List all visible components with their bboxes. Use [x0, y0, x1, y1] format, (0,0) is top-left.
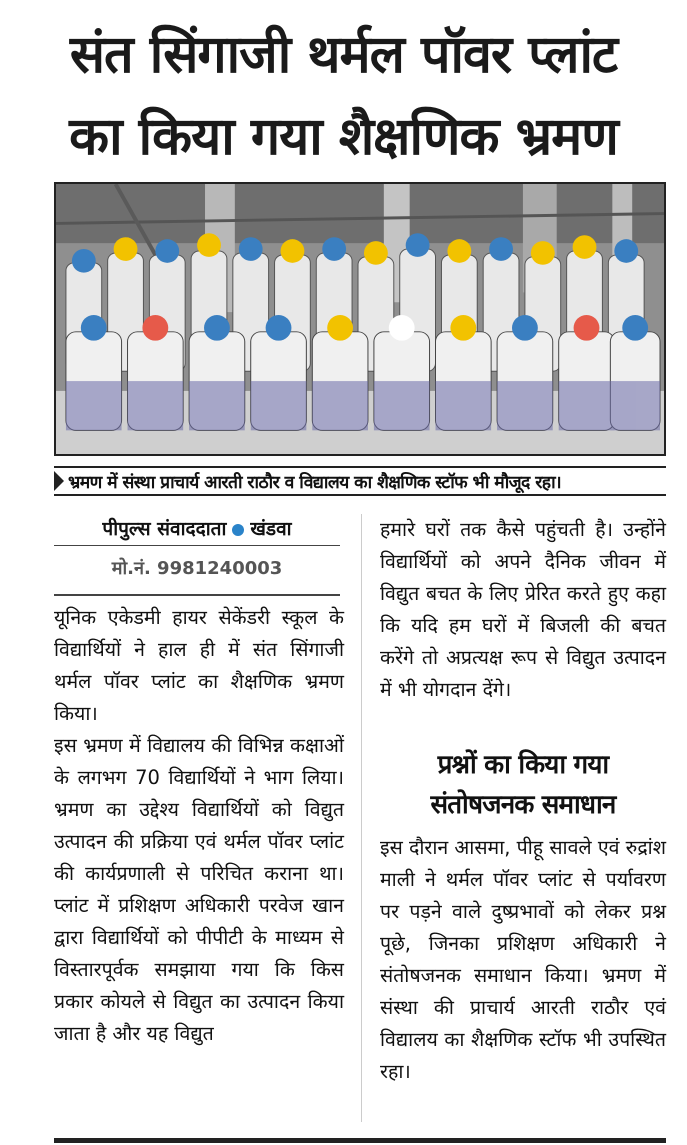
- caption-arrow-icon: [54, 471, 64, 491]
- paragraph: हमारे घरों तक कैसे पहुंचती है। उन्होंने विद्यार्थियों को अपने दैनिक जीवन में विद्युत बचत के लिए प्रेरित करते हुए कहा कि यदि हम घरों में बिजली की बचत करेंगे तो अप्रत्यक्ष रूप से विद्युत उत्पादन में भी योगदान देंगे।: [380, 518, 666, 701]
- headline-line-2: का किया गया शैक्षणिक भ्रमण: [69, 107, 618, 167]
- subheading-line-1: प्रश्नों का किया गया: [437, 750, 609, 780]
- paragraph: इस भ्रमण में विद्यालय की विभिन्न कक्षाओं के लगभग 70 विद्यार्थियों ने भाग लिया। भ्रमण का उद्देश्य विद्यार्थियों को विद्युत उत्पादन की प्रक्रिया एवं थर्मल पॉवर प्लांट की कार्यप्रणाली से परिचित कराना था। प्लांट में प्रशिक्षण अधिकारी परवेज खान द्वारा विद्यार्थियों को पीपीटी के माध्यम से विस्तारपूर्वक समझाया गया कि किस प्रकार कोयले से विद्युत का उत्पादन किया जाता है और यह विद्युत: [54, 734, 344, 1045]
- reporter-name: पीपुल्स संवाददाता: [102, 518, 227, 540]
- article-column-2-bottom: [380, 832, 666, 1088]
- group-photo: [54, 182, 666, 456]
- headline-line-1: संत सिंगाजी थर्मल पॉवर प्लांट: [69, 25, 618, 85]
- bottom-rule: [54, 1138, 666, 1143]
- paragraph: इस दौरान आसमा, पीहू सावले एवं रुद्रांश माली ने थर्मल पॉवर प्लांट से पर्यावरण पर पड़ने वाले दुष्प्रभावों को लेकर प्रश्न पूछे, जिनका प्रशिक्षण अधिकारी ने संतोषजनक समाधान किया। भ्रमण में संस्था की प्राचार्य आरती राठौर एवं विद्यालय का शैक्षणिक स्टॉफ भी उपस्थित रहा।: [380, 836, 666, 1083]
- bullet-dot-icon: [232, 524, 244, 536]
- photo-caption: [54, 466, 666, 496]
- column-divider: [361, 514, 362, 1122]
- subheading-line-2: संतोषजनक समाधान: [430, 790, 616, 820]
- caption-text: भ्रमण में संस्था प्राचार्य आरती राठौर व विद्यालय का शैक्षणिक स्टॉफ भी मौजूद रहा।: [68, 473, 562, 493]
- article-column-2-top: [380, 514, 666, 706]
- paragraph: यूनिक एकेडमी हायर सेकेंडरी स्कूल के विद्यार्थियों ने हाल ही में संत सिंगाजी थर्मल पॉवर प्लांट का शैक्षणिक भ्रमण किया।: [54, 606, 344, 725]
- reporter-mobile: मो.नं. 9981240003: [111, 558, 283, 579]
- divider: [54, 594, 340, 596]
- group-photo-image: [56, 184, 664, 454]
- byline: [54, 512, 340, 546]
- dateline-location: खंडवा: [250, 518, 292, 540]
- article-column-1: [54, 602, 344, 1050]
